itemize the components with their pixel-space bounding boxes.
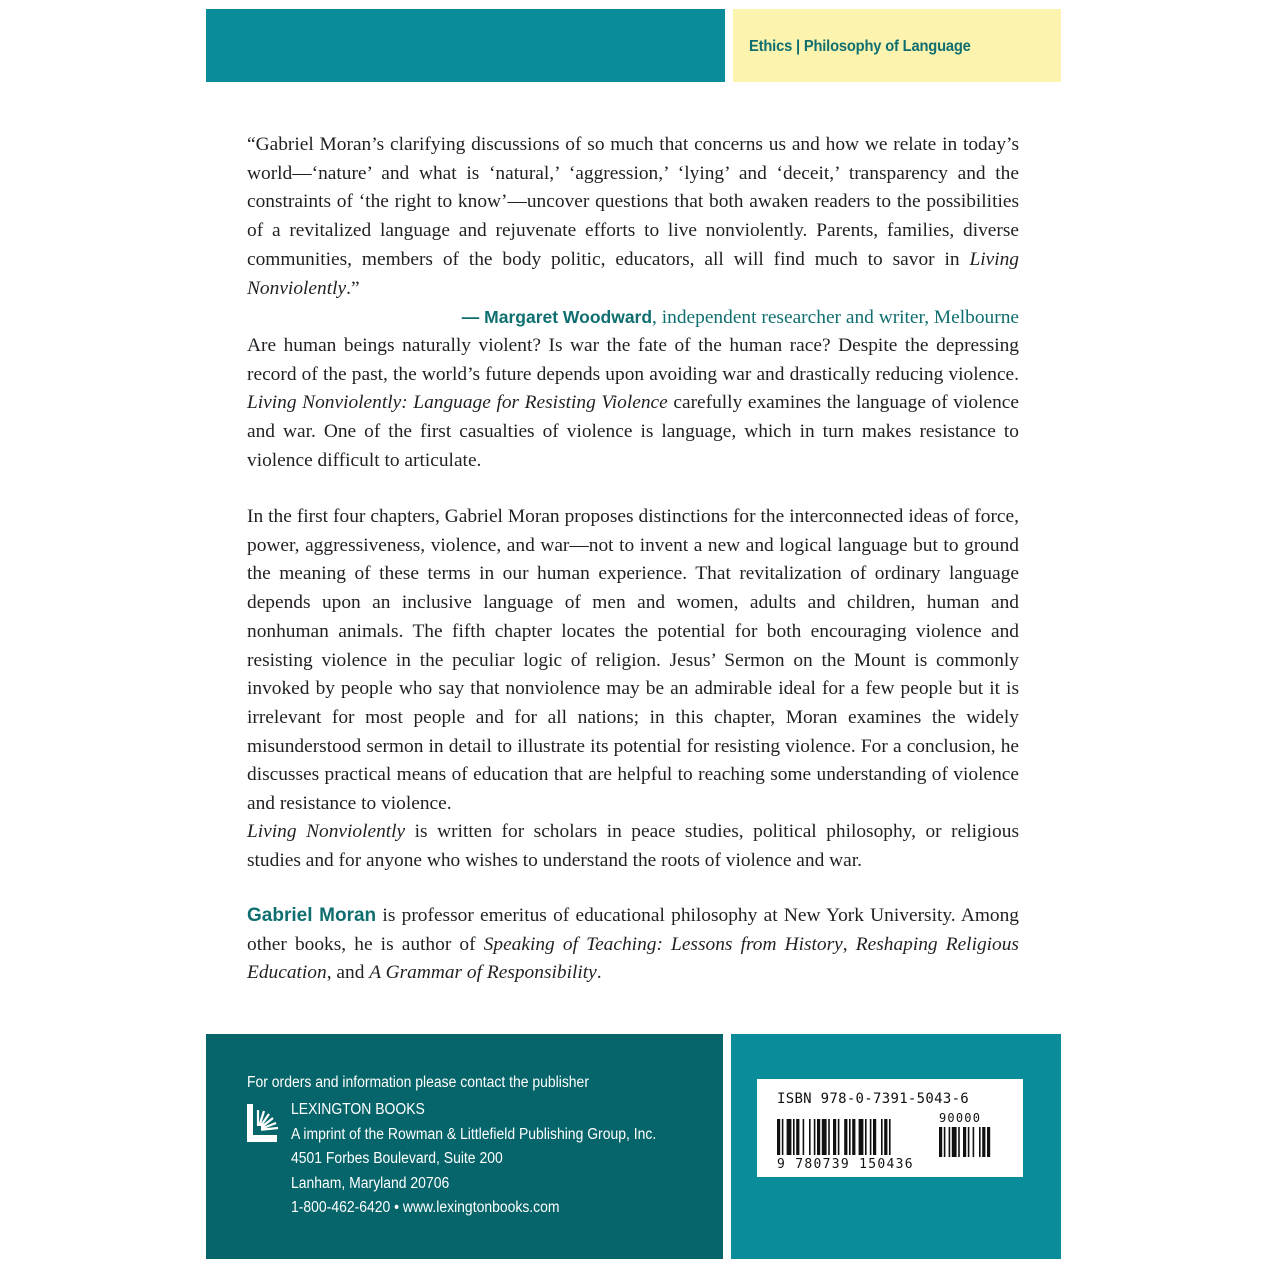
top-left-color-band: [206, 9, 725, 82]
quote-book-title: Living Nonviolently: [247, 248, 1019, 299]
quote-end: .”: [346, 277, 360, 299]
publisher-imprint: A imprint of the Rowman & Littlefield Publishing Group, Inc.: [291, 1125, 657, 1143]
author-bio-text: is professor emeritus of educational philosophy at New York University. Among other books, he is author of: [247, 905, 1019, 955]
quote-body: “Gabriel Moran’s clarifying discussions of so much that concerns us and how we relate in today’s world—‘nature’ and what is ‘natural,’ ‘aggression,’ ‘lying’ and ‘deceit,’ transparency and the constraints of ‘the right to know’—uncover questions that both awaken readers to the possibilities of a revitalized language and rejuvenate efforts to live nonviolently. Parents, families, diverse communities, members of the body politic, educators, all will find much to savor in: [247, 134, 1019, 270]
publisher-details: [291, 1098, 656, 1221]
bio-end: .: [596, 962, 602, 984]
author-book-3: A Grammar of Responsibility: [369, 962, 597, 984]
quote-attribution: [247, 303, 1019, 333]
top-right-category-band: [733, 9, 1061, 82]
paragraph3-book-title: Living Nonviolently: [247, 821, 406, 842]
barcode-addon-number: 90000: [939, 1111, 982, 1125]
quote-text: [247, 131, 1019, 303]
endorsement-quote: [247, 131, 1019, 333]
lexington-logo-icon: [247, 1104, 285, 1142]
audience-paragraph: [247, 818, 1019, 875]
paragraph1-book-title: Living Nonviolently: Language for Resisting Violence: [247, 392, 668, 414]
bio-separator-2: , and: [326, 962, 370, 984]
barcode-box: [757, 1079, 1023, 1177]
author-book-1: Speaking of Teaching: Lessons from History: [483, 933, 843, 955]
isbn-text: ISBN 978-0-7391-5043-6: [777, 1091, 970, 1107]
paragraph3-text: is written for scholars in peace studies, political philosophy, or religious studies and for anyone who wishes to understand the roots of violence and war.: [247, 821, 1019, 871]
barcode-digits: 9 780739 150436: [777, 1157, 914, 1172]
category-label: Ethics | Philosophy of Language: [749, 37, 971, 55]
publisher-address-line-2: Lanham, Maryland 20706: [291, 1174, 450, 1192]
paragraph1-text-b: carefully examines the language of violence and war. One of the first casualties of violence is language, which in turn makes resistance to violence difficult to articulate.: [247, 392, 1019, 471]
description-paragraph-2: [247, 503, 1019, 819]
author-name: Gabriel Moran: [247, 905, 377, 926]
paragraph1-text-a: Are human beings naturally violent? Is war the fate of the human race? Despite the depressing record of the past, the world’s future depends upon avoiding war and drastically reducing violence.: [247, 335, 1019, 385]
publisher-address-line-1: 4501 Forbes Boulevard, Suite 200: [291, 1150, 503, 1167]
paragraph2-text: In the first four chapters, Gabriel Moran proposes distinctions for the interconnected ideas of force, power, aggressiveness, violence, and war—not to invent a new and logical language but to ground the meaning of these terms in our human experience. That revitalization of ordinary language depends upon an inclusive language of men and women, adults and children, human and nonhuman animals. The fifth chapter locates the potential for both encouraging violence and resisting violence in the peculiar logic of religion. Jesus’ Sermon on the Mount is commonly invoked by people who say that nonviolence may be an admirable ideal for a few people but it is irrelevant for most people and for all nations; in this chapter, Moran examines the widely misunderstood sermon in detail to illustrate its potential for resisting violence. For a conclusion, he discusses practical means of education that are helpful to reaching some understanding of violence and resistance to violence.: [247, 506, 1019, 815]
barcode-panel: [731, 1034, 1061, 1259]
contact-line: For orders and information please contact the publisher: [247, 1074, 589, 1091]
author-bio: [247, 902, 1019, 988]
publisher-panel: [206, 1034, 723, 1259]
publisher-phone-website: 1-800-462-6420 • www.lexingtonbooks.com: [291, 1199, 560, 1216]
barcode-bars-icon: [777, 1119, 1012, 1159]
bio-separator-1: ,: [842, 933, 856, 955]
attribution-name: Margaret Woodward: [484, 307, 653, 328]
author-book-2: Reshaping Religious Education: [247, 933, 1019, 984]
description-paragraph-1: [247, 332, 1019, 476]
attribution-role: , independent researcher and writer, Melbourne: [652, 307, 1019, 329]
publisher-name: LEXINGTON BOOKS: [291, 1101, 425, 1118]
attribution-dash: —: [461, 307, 485, 328]
